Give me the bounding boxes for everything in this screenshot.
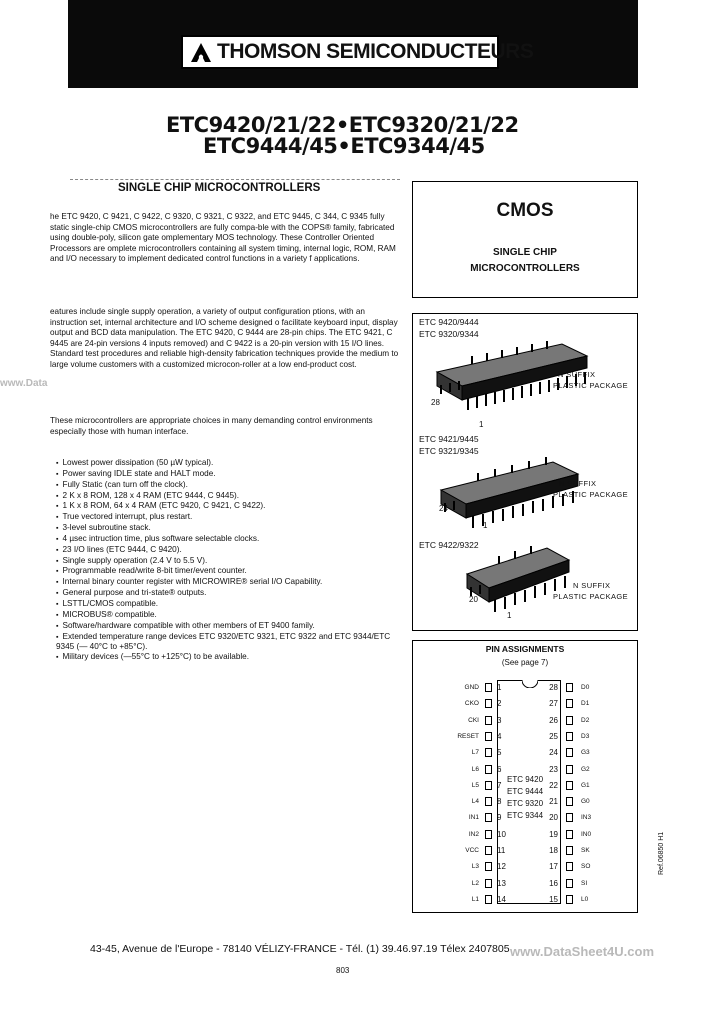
pin-assignments-note: (See page 7) <box>501 658 549 667</box>
pin-stub <box>485 699 492 708</box>
pin-label: G2 <box>581 765 590 773</box>
pin-label: CKO <box>464 700 479 708</box>
package-suffix: N SUFFIX <box>573 581 611 590</box>
pin-number: 25 <box>549 731 558 741</box>
pin-label: L2 <box>471 879 479 887</box>
intro-paragraph: eatures include single supply operation, a variety of output configuration ptions, with an instruction set, internal architecture and I/O scheme designed o facilitate keyboard input, display output and BCD data manipulation. The ETC 9420, C 9444 are 28-pin chips. The ETC 9421, C 9445 are 24-pin versions 4 inputs removed) and C 9422 is a 20-pin version with 15 I/O lines. Standard test procedures and reliable high-density fabrication techniques provide the medium to large volume customers with a customized microcon-roller at a low end-product cost. <box>50 307 399 369</box>
pin-stub <box>566 765 573 774</box>
pin-number: 3 <box>497 715 502 725</box>
pin-label: G0 <box>581 798 590 806</box>
pin-stub <box>566 830 573 839</box>
brand-name: THOMSON SEMICONDUCTEURS <box>217 40 534 63</box>
pin-stub <box>566 781 573 790</box>
pin-stub <box>485 846 492 855</box>
pin-number: 19 <box>549 829 558 839</box>
pin-number: 12 <box>497 862 506 872</box>
page-title-line2: ETC9444/45•ETC9344/45 <box>203 134 485 158</box>
pin-stub <box>485 862 492 871</box>
pin-stub <box>485 895 492 904</box>
cmos-subtitle: SINGLE CHIP <box>493 247 557 258</box>
pin-number: 16 <box>549 878 558 888</box>
pin-label: L0 <box>581 895 589 903</box>
pin-label: IN1 <box>468 814 479 822</box>
pin-number: 5 <box>497 748 502 758</box>
pin-stub <box>566 683 573 692</box>
pin-stub <box>485 813 492 822</box>
package-type: PLASTIC PACKAGE <box>553 592 629 601</box>
side-reference: Ref.06850 H1 <box>658 831 665 875</box>
pin-number: 27 <box>549 699 558 709</box>
pin-number: 14 <box>497 894 506 904</box>
watermark-bottom: www.DataSheet4U.com <box>510 944 655 959</box>
package-pin1: 1 <box>479 420 484 429</box>
pin-label: L1 <box>471 895 479 903</box>
feature-item: ▪ Fully Static (can turn off the clock). <box>56 480 406 491</box>
pin-stub <box>566 862 573 871</box>
pin-number: 10 <box>497 829 506 839</box>
pin-number: 15 <box>549 894 558 904</box>
pin-number: 11 <box>497 846 506 855</box>
chip-name: ETC 9420 <box>507 775 544 784</box>
pin-stub <box>566 895 573 904</box>
pin-stub <box>485 830 492 839</box>
pin-number: 28 <box>549 683 558 692</box>
chip-name: ETC 9320 <box>507 799 544 808</box>
feature-item: ▪ Lowest power dissipation (50 µW typical). <box>56 458 406 469</box>
chip-name: ETC 9344 <box>507 811 544 820</box>
page-number: 803 <box>336 966 350 975</box>
pin-label: SO <box>581 863 591 871</box>
chip-name: ETC 9444 <box>507 787 544 796</box>
feature-item: ▪ Extended temperature range devices ETC 9320/ETC 9321, ETC 9322 and ETC 9344/ETC 9345 (— 40°C to +85°C). <box>56 632 406 653</box>
pin-stub <box>566 699 573 708</box>
pin-stub <box>566 732 573 741</box>
pin-label: CKI <box>468 716 479 724</box>
intro-paragraph: he ETC 9420, C 9421, C 9422, C 9320, C 9321, C 9322, and ETC 9445, C 344, C 9345 fully static single-chip CMOS microcontrollers are fully compa-ble with the COPS® family, fabricated using double-poly, silicon gate omplementary MOS technology. These Controller Oriented Processors are omplete microcontrollers containing all system timing, internal logic, ROM, RAM and I/O necessary to implement dedicated control functions in a variety f applications. <box>50 212 396 264</box>
page-title-line1: ETC9420/21/22•ETC9320/21/22 <box>166 113 519 137</box>
pin-number: 4 <box>497 731 502 741</box>
pin-number: 22 <box>549 780 558 790</box>
pin-number: 26 <box>549 715 558 725</box>
feature-item: ▪ MICROBUS® compatible. <box>56 610 406 621</box>
package-label: ETC 9421/9445 <box>419 434 479 444</box>
pin-number: 6 <box>497 764 502 774</box>
pin-assignments-box <box>412 640 638 913</box>
pin-label: D0 <box>581 684 590 691</box>
package-type: PLASTIC PACKAGE <box>553 490 629 499</box>
feature-item: ▪ Single supply operation (2.4 V to 5.5 V). <box>56 556 406 567</box>
pin-label: RESET <box>457 732 479 740</box>
pin-label: L7 <box>471 749 479 757</box>
feature-item: ▪ General purpose and tri-state® outputs. <box>56 588 406 599</box>
pin-stub <box>566 748 573 757</box>
package-pin-count: 20 <box>469 595 478 604</box>
feature-item: ▪ 2 K x 8 ROM, 128 x 4 RAM (ETC 9444, C 9445). <box>56 491 406 502</box>
pin-stub <box>566 797 573 806</box>
pin-label: SI <box>581 879 588 887</box>
pin-stub <box>485 683 492 692</box>
pin-number: 7 <box>497 780 502 790</box>
feature-item: ▪ Internal binary counter register with MICROWIRE® serial I/O Capability. <box>56 577 406 588</box>
pin-stub <box>566 716 573 725</box>
pin-label: D3 <box>581 732 590 740</box>
feature-item: ▪ Power saving IDLE state and HALT mode. <box>56 469 406 480</box>
pin-label: G3 <box>581 749 590 757</box>
package-suffix: N SUFFIX <box>559 479 597 488</box>
heading-divider <box>70 179 400 180</box>
dip20-package-illustration <box>459 536 579 616</box>
pin-label: IN2 <box>468 830 479 838</box>
pin-label: L3 <box>471 863 479 871</box>
cmos-subtitle: MICROCONTROLLERS <box>470 263 580 274</box>
pin-label: L4 <box>471 798 479 806</box>
pin-stub <box>485 781 492 790</box>
watermark-left: www.Data <box>0 378 48 389</box>
package-pin-count: 24 <box>439 504 448 513</box>
package-label: ETC 9420/9444 <box>419 317 479 327</box>
pin-label: D1 <box>581 700 590 708</box>
package-label: ETC 9321/9345 <box>419 446 479 456</box>
pin-stub <box>566 813 573 822</box>
package-pin1: 1 <box>483 521 488 530</box>
pin-stub <box>485 716 492 725</box>
brand-box <box>181 35 534 69</box>
pin-stub <box>485 732 492 741</box>
package-label: ETC 9320/9344 <box>419 329 479 339</box>
pin-stub <box>485 765 492 774</box>
package-type: PLASTIC PACKAGE <box>553 381 629 390</box>
thomson-logo-icon <box>189 41 213 65</box>
feature-list <box>56 458 406 663</box>
pin-label: D2 <box>581 716 590 724</box>
feature-item: ▪ 23 I/O lines (ETC 9444, C 9420). <box>56 545 406 556</box>
feature-item: ▪ 3-level subroutine stack. <box>56 523 406 534</box>
pin-stub <box>485 748 492 757</box>
pin-number: 2 <box>497 699 502 709</box>
cmos-box <box>412 181 638 298</box>
pin-stub <box>485 797 492 806</box>
pin-label: L5 <box>471 781 479 789</box>
pin-label: L6 <box>471 765 479 773</box>
pin-number: 9 <box>497 813 502 823</box>
feature-item: ▪ Software/hardware compatible with other members of ET 9400 family. <box>56 621 406 632</box>
package-box <box>412 313 638 631</box>
feature-item: ▪ 4 µsec intruction time, plus software selectable clocks. <box>56 534 406 545</box>
pin-stub <box>485 879 492 888</box>
package-label: ETC 9422/9322 <box>419 540 479 550</box>
pin-label: IN3 <box>581 814 592 822</box>
pin-label: SK <box>581 847 590 854</box>
feature-item: ▪ Programmable read/write 8-bit timer/event counter. <box>56 566 406 577</box>
pin-label: IN0 <box>581 830 592 838</box>
pin-number: 13 <box>497 878 506 888</box>
pin-number: 21 <box>549 797 558 807</box>
pin-number: 18 <box>549 846 558 855</box>
pin-number: 1 <box>497 683 502 692</box>
intro-paragraph: These microcontrollers are appropriate choices in many demanding control environments especially those with human interface. <box>50 416 373 436</box>
package-pin-count: 28 <box>431 398 440 407</box>
feature-item: ▪ Military devices (—55°C to +125°C) to be available. <box>56 652 406 663</box>
pin-stub <box>566 879 573 888</box>
pin-assignments-title: PIN ASSIGNMENTS <box>485 644 565 654</box>
section-heading: SINGLE CHIP MICROCONTROLLERS <box>118 182 321 194</box>
pin-label: G1 <box>581 781 590 789</box>
pin-label: GND <box>464 684 479 691</box>
package-suffix: N SUFFIX <box>558 370 596 379</box>
footer-address: 43-45, Avenue de l'Europe - 78140 VÉLIZY-FRANCE - Tél. (1) 39.46.97.19 Télex 2407805 <box>90 943 510 955</box>
cmos-title: CMOS <box>496 200 554 221</box>
pin-stub <box>566 846 573 855</box>
feature-item: ▪ True vectored interrupt, plus restart. <box>56 512 406 523</box>
pin-number: 24 <box>549 748 558 758</box>
chip-notch-icon <box>522 680 538 688</box>
pin-number: 8 <box>497 797 502 807</box>
feature-item: ▪ LSTTL/CMOS compatible. <box>56 599 406 610</box>
pin-number: 23 <box>549 764 558 774</box>
package-pin1: 1 <box>507 611 512 620</box>
pin-number: 17 <box>549 862 558 872</box>
pin-number: 20 <box>549 813 558 823</box>
feature-item: ▪ 1 K x 8 ROM, 64 x 4 RAM (ETC 9420, C 9421, C 9422). <box>56 501 406 512</box>
pin-label: VCC <box>465 847 479 854</box>
